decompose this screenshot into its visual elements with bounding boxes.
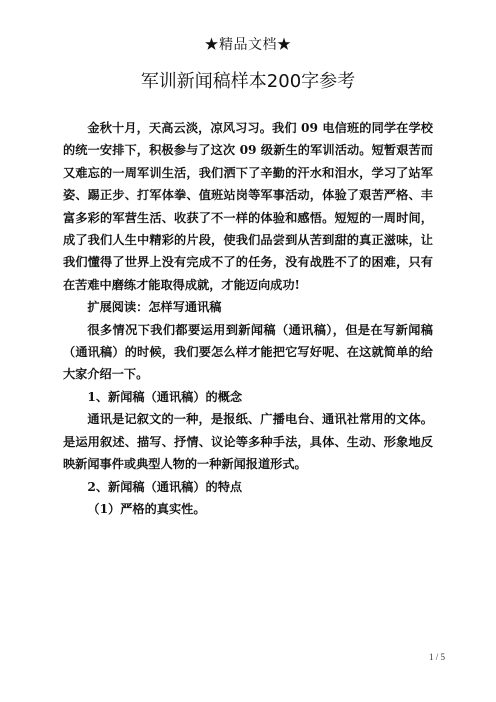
article-body — [63, 117, 433, 520]
page-banner: ★精品文档★ — [204, 37, 292, 53]
paragraph-extended-reading: 扩展阅读：怎样写通讯稿 — [87, 300, 222, 315]
paragraph-feature-1: （1）严格的真实性。 — [87, 501, 206, 516]
paragraph-overview: 很多情况下我们都要运用到新闻稿（通讯稿），但是在写新闻稿（通讯稿）的时候，我们要怎么样才能把它写好呢、在这就简单的给大家介绍一下。 — [63, 322, 433, 382]
paragraph-intro: 金秋十月，天高云淡，凉风习习。我们 09 电信班的同学在学校的统一安排下，积极参与了这次 09 级新生的军训活动。短暂艰苦而又难忘的一周军训生活，我们洒下了辛勤的汗水和泪水，学习了站军姿、踢正步、打军体拳、值班站岗等军事活动，体验了艰苦严格、丰富多彩的军营生活、收获了不一样的体验和感悟。短短的一周时间，成了我们人生中精彩的片段，使我们品尝到从苦到甜的真正滋味，让我们懂得了世界上没有完成不了的任务，没有战胜不了的困难，只有在苦难中磨练才能取得成就，才能迈向成功! — [63, 121, 433, 292]
section-heading-features: 2、新闻稿（通讯稿）的特点 — [87, 479, 243, 494]
paragraph-concept: 通讯是记叙文的一种，是报纸、广播电台、通讯社常用的文体。是运用叙述、描写、抒情、议论等多种手法，具体、生动、形象地反映新闻事件或典型人物的一种新闻报道形式。 — [63, 412, 433, 472]
section-heading-concept: 1、新闻稿（通讯稿）的概念 — [87, 389, 243, 404]
page-number: 1 / 5 — [428, 652, 445, 662]
page-title: 军训新闻稿样本200字参考 — [140, 71, 356, 92]
